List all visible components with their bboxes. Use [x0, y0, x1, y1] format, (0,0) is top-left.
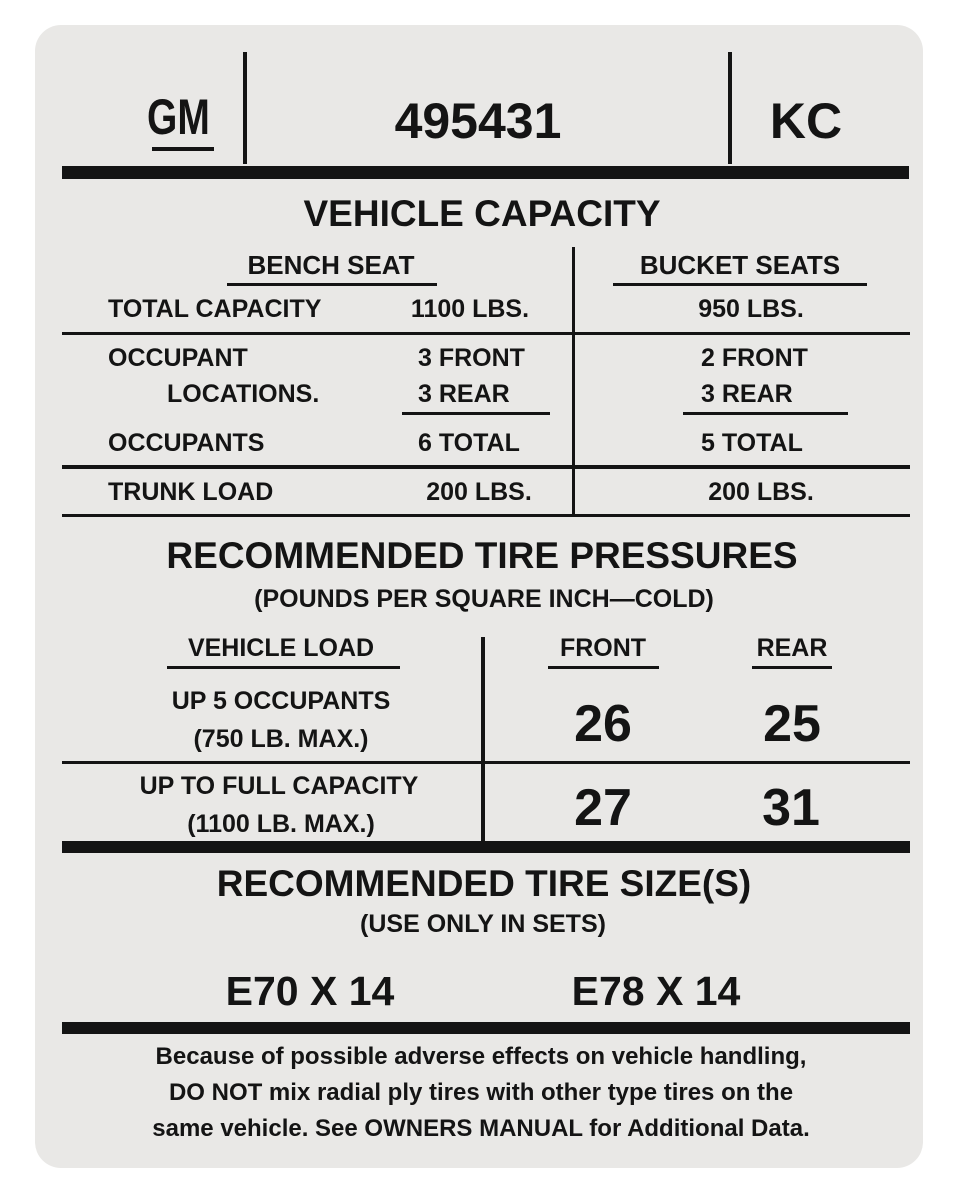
tire-size-1: E70 X 14	[225, 968, 395, 1014]
bench-occupants-sum-line	[402, 412, 550, 415]
pressures-title: RECOMMENDED TIRE PRESSURES	[166, 535, 798, 576]
bench-header-underline	[227, 283, 437, 286]
bucket-rear-occupants: 3 REAR	[701, 380, 793, 408]
header-divider-right	[728, 52, 732, 164]
pressures-bottom-rule	[62, 841, 910, 853]
bench-occupants-total: 6 TOTAL	[418, 429, 520, 457]
trunk-load-label: TRUNK LOAD	[108, 478, 274, 506]
bucket-occupants-sum-line	[683, 412, 848, 415]
total-capacity-label: TOTAL CAPACITY	[108, 295, 322, 323]
header-divider-left	[243, 52, 247, 164]
bucket-seats-header: BUCKET SEATS	[639, 250, 841, 280]
load-row-1-rear-psi: 25	[763, 695, 821, 753]
brand-logo: GM	[147, 89, 210, 145]
occupants-label: OCCUPANTS	[108, 429, 265, 457]
tire-sizes-title: RECOMMENDED TIRE SIZE(S)	[216, 863, 752, 904]
occupant-locations-label-1: OCCUPANT	[108, 344, 248, 372]
bench-front-occupants: 3 FRONT	[418, 344, 525, 372]
capacity-rule-3	[62, 514, 910, 517]
rear-pressure-header: REAR	[756, 634, 828, 662]
vehicle-load-underline	[167, 666, 400, 669]
occupant-locations-label-2: LOCATIONS.	[167, 380, 320, 408]
tire-size-2: E78 X 14	[571, 968, 741, 1014]
capacity-rule-1	[62, 332, 910, 335]
load-row-2-rear-psi: 31	[762, 779, 820, 837]
capacity-column-divider	[572, 247, 575, 515]
warning-line-3: same vehicle. See OWNERS MANUAL for Additional Data.	[152, 1115, 810, 1142]
load-row-1-label-2: (750 LB. MAX.)	[193, 725, 369, 753]
warning-line-1: Because of possible adverse effects on vehicle handling,	[155, 1043, 807, 1070]
trunk-load-bucket: 200 LBS.	[708, 478, 814, 506]
load-row-2-label-2: (1100 LB. MAX.)	[187, 810, 375, 838]
bucket-front-occupants: 2 FRONT	[701, 344, 808, 372]
capacity-rule-2	[62, 465, 910, 469]
load-row-1-label-1: UP 5 OCCUPANTS	[171, 687, 391, 715]
header-rule	[62, 166, 909, 179]
tire-sizes-subtitle: (USE ONLY IN SETS)	[360, 910, 606, 938]
total-capacity-bench: 1100 LBS.	[410, 295, 530, 323]
load-row-2-front-psi: 27	[574, 779, 632, 837]
bucket-occupants-total: 5 TOTAL	[701, 429, 803, 457]
rear-header-underline	[752, 666, 832, 669]
front-header-underline	[548, 666, 659, 669]
vehicle-load-header: VEHICLE LOAD	[187, 634, 375, 662]
placard-code: KC	[769, 93, 843, 149]
warning-line-2: DO NOT mix radial ply tires with other type tires on the	[168, 1079, 794, 1106]
brand-logo-underline	[152, 147, 214, 151]
trunk-load-bench: 200 LBS.	[426, 478, 532, 506]
bench-seat-header: BENCH SEAT	[247, 250, 415, 280]
capacity-title: VEHICLE CAPACITY	[303, 193, 661, 234]
pressures-subtitle: (POUNDS PER SQUARE INCH—COLD)	[254, 585, 714, 613]
part-number: 495431	[394, 93, 562, 149]
bench-rear-occupants: 3 REAR	[418, 380, 510, 408]
load-row-2-label-1: UP TO FULL CAPACITY	[139, 772, 419, 800]
bucket-header-underline	[613, 283, 867, 286]
tire-sizes-rule	[62, 1022, 910, 1034]
total-capacity-bucket: 950 LBS.	[698, 295, 804, 323]
front-pressure-header: FRONT	[559, 634, 647, 662]
pressures-rule	[62, 761, 910, 764]
load-row-1-front-psi: 26	[574, 695, 632, 753]
pressures-column-divider	[481, 637, 485, 842]
